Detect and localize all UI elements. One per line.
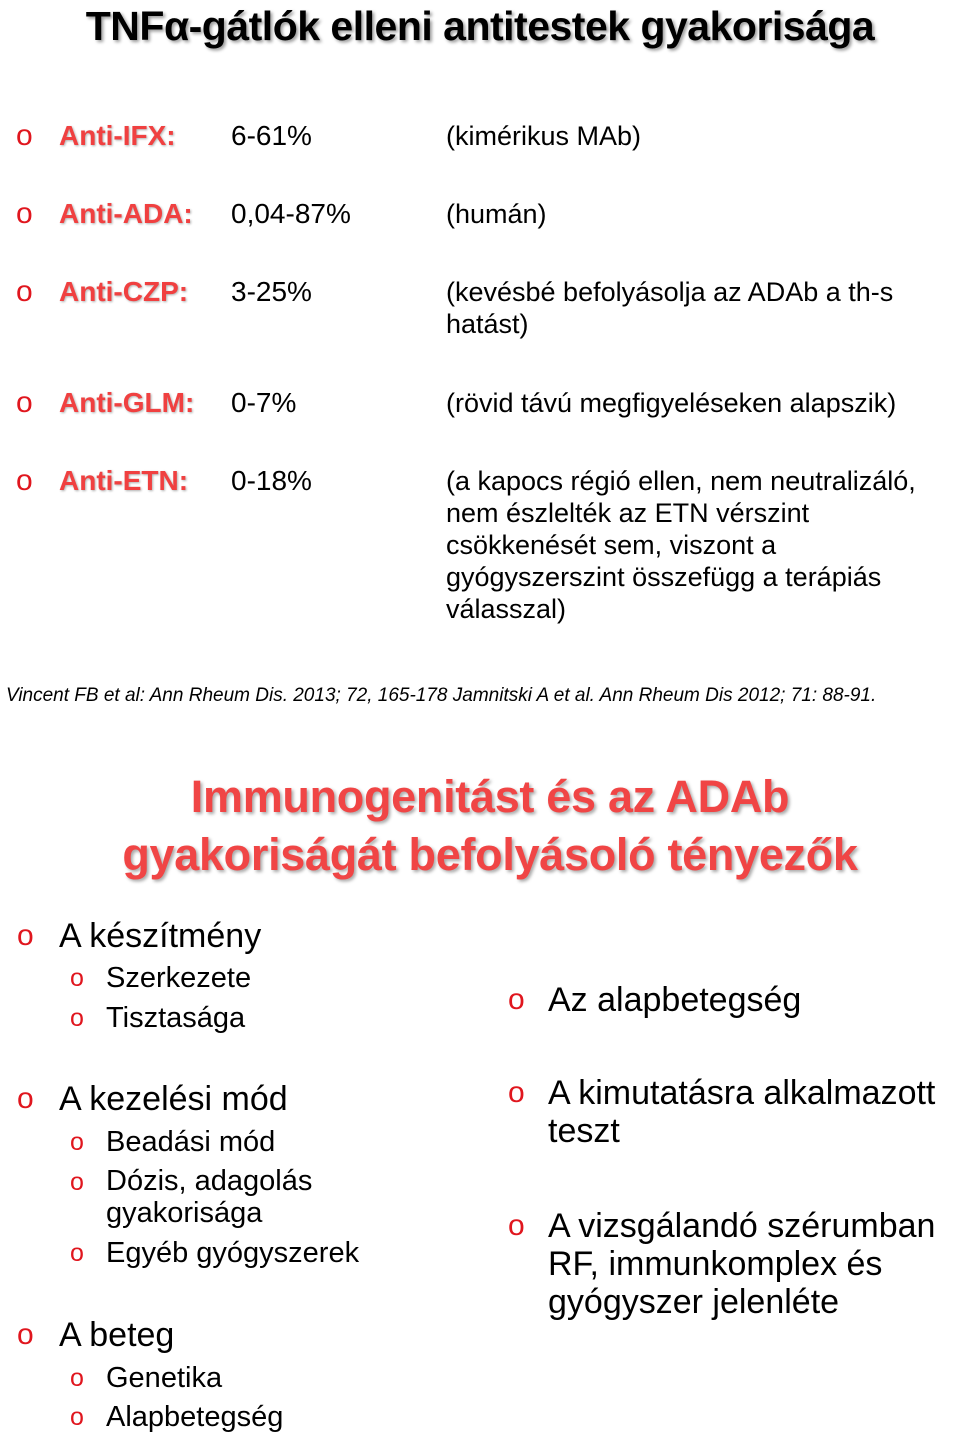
sub-item: Dózis, adagolás gyakorisága <box>106 1165 313 1229</box>
bullet-glyph: o <box>70 1168 84 1196</box>
row-note-glm: (rövid távú megfigyeléseken alapszik) <box>446 388 897 418</box>
bullet-glyph: o <box>508 1076 525 1109</box>
bullet-glyph: o <box>17 1082 34 1115</box>
row-note-ifx: (kimérikus MAb) <box>446 121 642 151</box>
bullet-glyph: o <box>70 1128 84 1156</box>
sub-item: Alapbetegség <box>106 1401 284 1433</box>
sub-item: Beadási mód <box>106 1126 276 1158</box>
citation: Vincent FB et al: Ann Rheum Dis. 2013; 72, 165-178 Jamnitski A et al. Ann Rheum Dis 2012; 71: 88-91. <box>6 685 877 706</box>
bullet-glyph: o <box>70 1403 84 1431</box>
row-pct-etn: 0-18% <box>231 465 312 496</box>
row-label-czp: Anti-CZP: <box>59 276 189 307</box>
row-label-etn: Anti-ETN: <box>59 465 189 496</box>
bullet-glyph: o <box>16 386 33 419</box>
row-note-ada: (humán) <box>446 199 547 229</box>
bullet-glyph: o <box>70 1239 84 1267</box>
row-pct-glm: 0-7% <box>231 387 297 418</box>
row-label-ada: Anti-ADA: <box>59 198 193 229</box>
factor-detection-test: A kimutatásra alkalmazott teszt <box>548 1074 936 1150</box>
row-pct-ifx: 6-61% <box>231 120 312 151</box>
bullet-glyph: o <box>70 964 84 992</box>
row-note-etn: (a kapocs régió ellen, nem neutralizáló, nem észlelték az ETN vérszint csökkenését sem, viszont a gyógyszerszint összefügg a terápiás válasszal) <box>446 466 916 624</box>
factor-underlying-disease: Az alapbetegség <box>548 981 802 1019</box>
bullet-glyph: o <box>17 919 34 952</box>
factor-treatment-mode: A kezelési mód <box>59 1080 288 1118</box>
bullet-glyph: o <box>508 1209 525 1242</box>
factor-preparation: A készítmény <box>59 917 262 955</box>
bullet-glyph: o <box>16 119 33 152</box>
slide2-title-line1: Immunogenitást és az ADAb <box>190 771 790 822</box>
factor-serum-components: A vizsgálandó szérumban RF, immunkomplex és gyógyszer jelenléte <box>548 1207 936 1321</box>
row-pct-czp: 3-25% <box>231 276 312 307</box>
bullet-glyph: o <box>508 983 525 1016</box>
slide1-title: TNFα-gátlók elleni antitestek gyakorisága <box>85 3 875 49</box>
row-label-ifx: Anti-IFX: <box>59 120 176 151</box>
bullet-glyph: o <box>16 197 33 230</box>
bullet-glyph: o <box>70 1004 84 1032</box>
row-label-glm: Anti-GLM: <box>59 387 195 418</box>
row-pct-ada: 0,04-87% <box>231 198 351 229</box>
bullet-glyph: o <box>17 1318 34 1351</box>
bullet-glyph: o <box>16 275 33 308</box>
bullet-glyph: o <box>16 464 33 497</box>
sub-item: Tisztasága <box>106 1002 246 1034</box>
sub-item: Szerkezete <box>106 962 252 994</box>
row-note-czp: (kevésbé befolyásolja az ADAb a th-s hatást) <box>446 277 894 339</box>
sub-item: Genetika <box>106 1362 223 1394</box>
bullet-glyph: o <box>70 1364 84 1392</box>
sub-item: Egyéb gyógyszerek <box>106 1237 360 1269</box>
factor-patient: A beteg <box>59 1316 175 1354</box>
slide2-title-line2: gyakoriságát befolyásoló tényezők <box>122 829 858 880</box>
